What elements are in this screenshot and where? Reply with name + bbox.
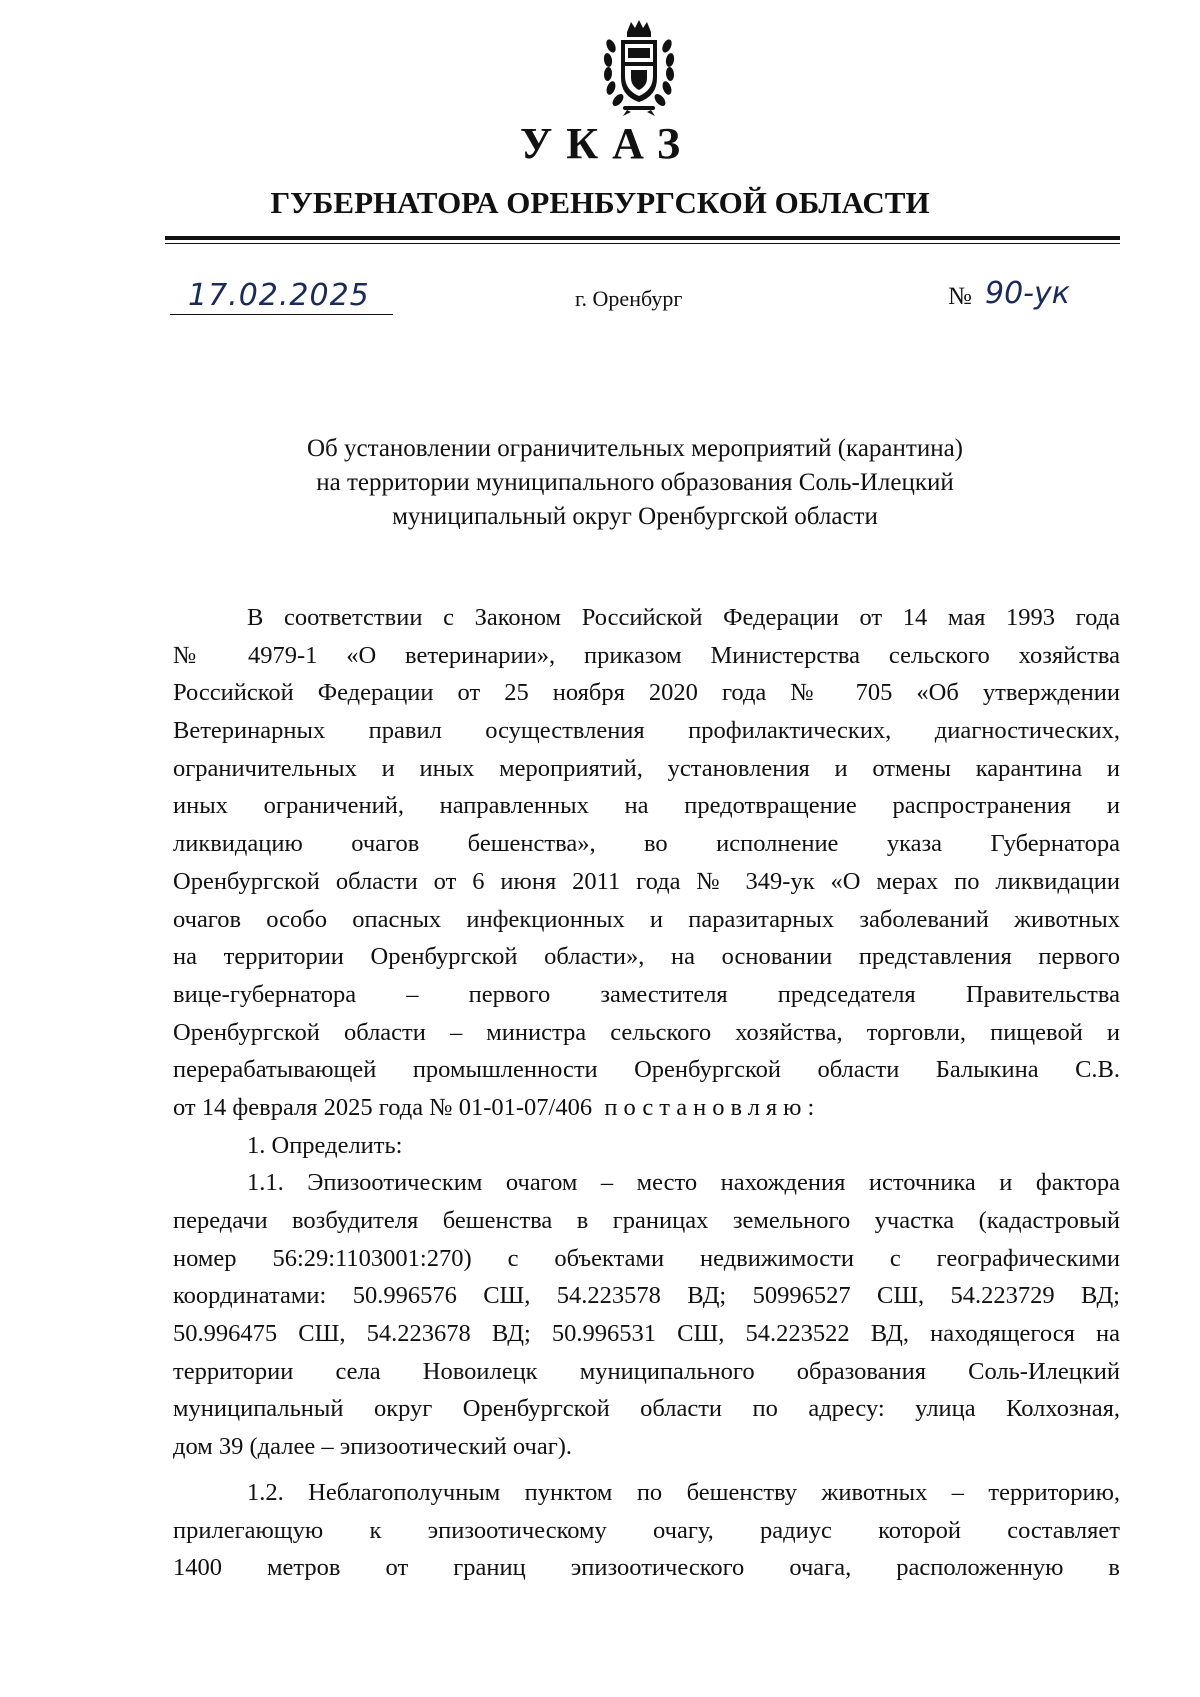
body-line: Оренбургской области от 6 июня 2011 года № 349-ук «О мерах по ликвидации: [173, 867, 1120, 895]
body-line: 1.2. Неблагополучным пунктом по бешенству животных – территорию,: [247, 1478, 1120, 1506]
decree-reference: от 14 февраля 2025 года № 01-01-07/406: [173, 1093, 593, 1121]
body-line: № 4979-1 «О ветеринарии», приказом Министерства сельского хозяйства: [173, 641, 1120, 669]
header-divider-thick: [165, 236, 1120, 240]
body-line: ликвидацию очагов бешенства», во исполнение указа Губернатора: [173, 830, 1120, 858]
document-body: [173, 599, 1120, 1587]
body-line-decree: [173, 1089, 1120, 1127]
body-line: на территории Оренбургской области», на основании представления первого: [173, 943, 1120, 971]
issuer-heading: ГУБЕРНАТОРА ОРЕНБУРГСКОЙ ОБЛАСТИ: [270, 185, 930, 220]
body-line: 1.1. Эпизоотическим очагом – место нахождения источника и фактора: [247, 1169, 1120, 1197]
body-line: Оренбургской области – министра сельского хозяйства, торговли, пищевой и: [173, 1018, 1120, 1046]
number-label: №: [948, 283, 972, 310]
document-type-heading: УКАЗ: [519, 119, 695, 168]
body-line: дом 39 (далее – эпизоотический очаг).: [173, 1433, 573, 1461]
title-line: Об установлении ограничительных мероприятий (карантина): [306, 435, 964, 462]
body-line: номер 56:29:1103001:270) с объектами недвижимости с географическими: [173, 1244, 1120, 1272]
body-line: ограничительных и иных мероприятий, установления и отмены карантина и: [173, 754, 1120, 782]
body-line: 1. Определить:: [247, 1131, 403, 1159]
document-city: г. Оренбург: [575, 286, 683, 311]
title-line: на территории муниципального образования Соль-Илецкий: [316, 469, 954, 496]
coat-of-arms-emblem: [601, 18, 677, 116]
paragraph-gap: [173, 1466, 1120, 1474]
body-line: перерабатывающей промышленности Оренбургской области Балыкина С.В.: [173, 1056, 1120, 1084]
body-line: 50.996475 СШ, 54.223678 ВД; 50.996531 СШ, 54.223522 ВД, находящегося на: [173, 1320, 1120, 1348]
body-line: В соответствии с Законом Российской Федерации от 14 мая 1993 года: [247, 604, 1120, 631]
body-line: 1400 метров от границ эпизоотического очага, расположенную в: [173, 1554, 1120, 1582]
decree-verb: постановляю:: [604, 1093, 821, 1121]
header-divider-thin: [165, 243, 1120, 244]
date-underline: [170, 314, 393, 315]
document-number: 90-ук: [985, 276, 1070, 311]
body-line: передачи возбудителя бешенства в границах земельного участка (кадастровый: [173, 1207, 1120, 1234]
title-line: муниципальный округ Оренбургской области: [392, 503, 878, 530]
body-line: иных ограничений, направленных на предотвращение распространения и: [173, 792, 1120, 820]
body-line: координатами: 50.996576 СШ, 54.223578 ВД; 50996527 СШ, 54.223729 ВД;: [173, 1282, 1120, 1310]
document-title: [150, 432, 1120, 534]
body-line: территории села Новоилецк муниципального образования Соль-Илецкий: [173, 1357, 1120, 1385]
body-line: очагов особо опасных инфекционных и паразитарных заболеваний животных: [173, 905, 1120, 933]
body-line: муниципальный округ Оренбургской области по адресу: улица Колхозная,: [173, 1395, 1120, 1423]
document-date: 17.02.2025: [188, 278, 370, 313]
body-line: Российской Федерации от 25 ноября 2020 года № 705 «Об утверждении: [173, 679, 1120, 707]
body-line: Ветеринарных правил осуществления профилактических, диагностических,: [173, 717, 1120, 745]
body-line: прилегающую к эпизоотическому очагу, радиус которой составляет: [173, 1516, 1120, 1544]
body-line: вице-губернатора – первого заместителя председателя Правительства: [173, 980, 1120, 1008]
